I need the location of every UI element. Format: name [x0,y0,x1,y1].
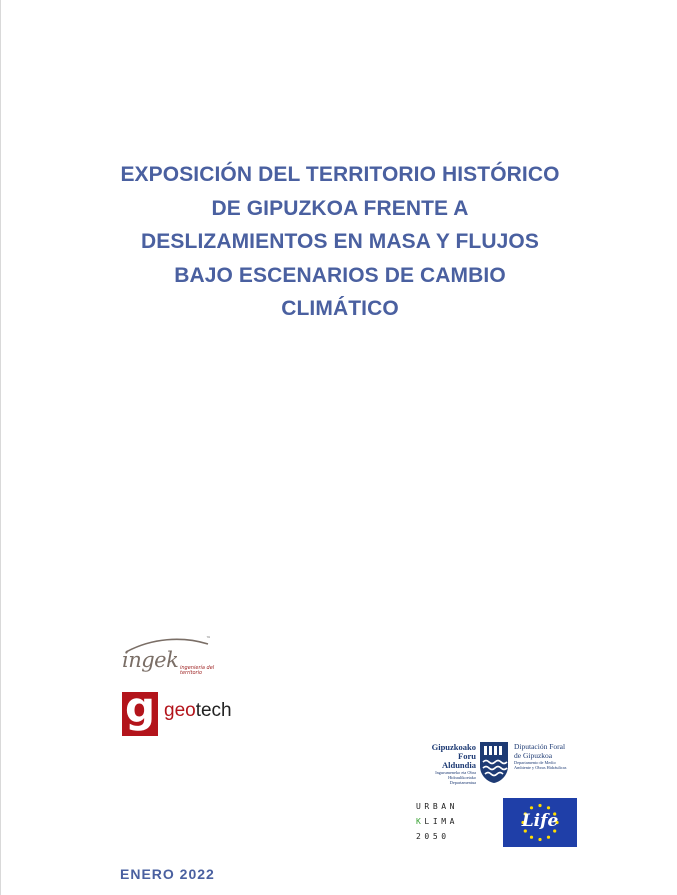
title-line: DE GIPUZKOA FRENTE A [211,196,469,220]
urban-klima-row2 [416,817,458,826]
urban-klima-k: K [416,817,425,826]
title-line: BAJO ESCENARIOS DE CAMBIO [174,263,506,287]
title-line: EXPOSICIÓN DEL TERRITORIO HISTÓRICO [120,163,560,186]
ingek-trademark: ™ [206,636,211,642]
gipuzkoa-spanish-name [514,743,584,770]
life-wordmark: Life [521,811,559,831]
geotech-icon [122,683,158,736]
page-left-edge [0,0,1,895]
document-title [60,158,620,326]
ingek-wordmark: ingek [122,648,179,672]
geotech-letter: g [124,683,156,732]
ingek-tagline: ingeniería del territorio [180,665,215,676]
urban-klima-row3: 2050 [416,832,450,841]
gipuzkoa-left-small2: Hidraulikoetako Departamentua [448,775,476,785]
gipuzkoa-right-small1: Departamento de Medio [514,760,556,765]
ingek-logo [122,636,214,678]
title-line: DESLIZAMIENTOS EN MASA Y FLUJOS [141,230,539,253]
geotech-word-suffix: tech [195,700,232,721]
eu-star-icon [547,836,550,839]
gipuzkoa-right-line1: Diputación Foral [514,742,566,751]
gipuzkoa-left-line1: Gipuzkoako [431,742,476,752]
urban-klima-logo [416,800,478,850]
gipuzkoa-shield-icon [478,740,510,784]
title-line: CLIMÁTICO [281,297,399,320]
urban-klima-lima: LIMA [424,817,459,826]
gipuzkoa-right-line2: de Gipuzkoa [514,750,553,760]
gipuzkoa-right-small2: Ambiente y Obras Hidráulicas [514,765,567,770]
eu-star-icon [538,804,541,807]
gipuzkoa-left-small1: Ingurumeneko eta Obra [435,770,476,775]
eu-star-icon [538,838,541,841]
gipuzkoa-basque-name [424,743,476,785]
urban-klima-row1: URBAN [416,802,459,811]
eu-star-icon [530,836,533,839]
eu-star-icon [547,806,550,809]
document-date: ENERO 2022 [120,866,215,882]
eu-star-icon [530,806,533,809]
geotech-word-prefix: geo [164,700,196,721]
gipuzkoa-left-line2: Foru Aldundia [441,751,476,770]
geotech-wordmark [164,700,232,722]
gipuzkoa-logo [424,738,584,792]
eu-life-logo [503,798,577,847]
